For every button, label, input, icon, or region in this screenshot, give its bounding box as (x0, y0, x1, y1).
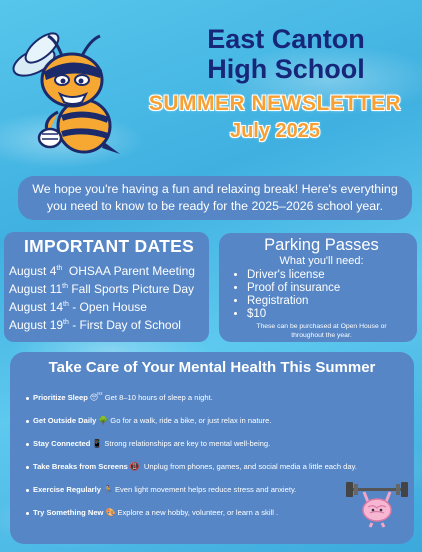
school-name-line2: High School (207, 54, 365, 84)
list-item: Take Breaks from Screens 📵 Unplug from phones, games, and social media a little each day. (26, 462, 357, 471)
phone-emoji-icon: 📱 (92, 439, 103, 448)
school-name-line1: East Canton (207, 24, 365, 54)
newsletter-title: SUMMER NEWSLETTER (148, 92, 402, 115)
parking-requirements-list (232, 269, 411, 321)
bullet-icon (26, 420, 29, 423)
date-item: August 14th - Open House (9, 300, 147, 314)
bullet-icon (26, 489, 29, 492)
parking-passes-panel (219, 233, 417, 342)
yellow-jacket-mascot-icon (12, 28, 130, 158)
no-phones-emoji-icon: 📵 (129, 462, 140, 471)
list-item: Get Outside Daily 🌳 Go for a walk, ride a bike, or just relax in nature. (26, 416, 272, 425)
list-item: Stay Connected 📱 Strong relationships are key to mental well-being. (26, 439, 270, 448)
palette-emoji-icon: 🎨 (105, 508, 116, 517)
parking-passes-title: Parking Passes (264, 236, 379, 254)
list-item: • Registration (247, 295, 411, 308)
tree-emoji-icon: 🌳 (98, 416, 109, 425)
newsletter-date: July 2025 (229, 120, 321, 142)
bullet-icon (26, 466, 29, 469)
important-dates-panel (4, 232, 209, 342)
list-item: • $10 (247, 308, 411, 321)
list-item: Prioritize Sleep 😴 Get 8–10 hours of sleep a night. (26, 393, 213, 402)
runner-emoji-icon: 🏃 (102, 485, 113, 494)
bullet-icon (26, 512, 29, 515)
brain-lifting-weights-icon (344, 482, 410, 528)
intro-text-line1: We hope you're having a fun and relaxing break! Here's everything (32, 182, 398, 196)
list-item: • Driver's license (247, 269, 411, 282)
bullet-icon (26, 397, 29, 400)
date-item: August 4th OHSAA Parent Meeting (9, 264, 195, 278)
parking-requirements-heading: What you'll need: (279, 255, 364, 267)
intro-panel (18, 176, 412, 220)
important-dates-title: IMPORTANT DATES (23, 236, 195, 256)
parking-purchase-note: These can be purchased at Open House or throughout the year. (256, 323, 387, 339)
mental-health-title: Take Care of Your Mental Health This Summer (48, 359, 376, 376)
list-item: • Proof of insurance (247, 282, 411, 295)
bullet-icon (26, 443, 29, 446)
date-item: August 19th - First Day of School (9, 318, 181, 332)
list-item: Exercise Regularly 🏃 Even light movement helps reduce stress and anxiety. (26, 485, 296, 494)
sleep-emoji-icon: 😴 (89, 393, 103, 402)
date-item: August 11th Fall Sports Picture Day (9, 282, 195, 296)
intro-text-line2: you need to know to be ready for the 2025–2026 school year. (46, 199, 384, 213)
list-item: Try Something New 🎨 Explore a new hobby, volunteer, or learn a skill . (26, 508, 278, 517)
